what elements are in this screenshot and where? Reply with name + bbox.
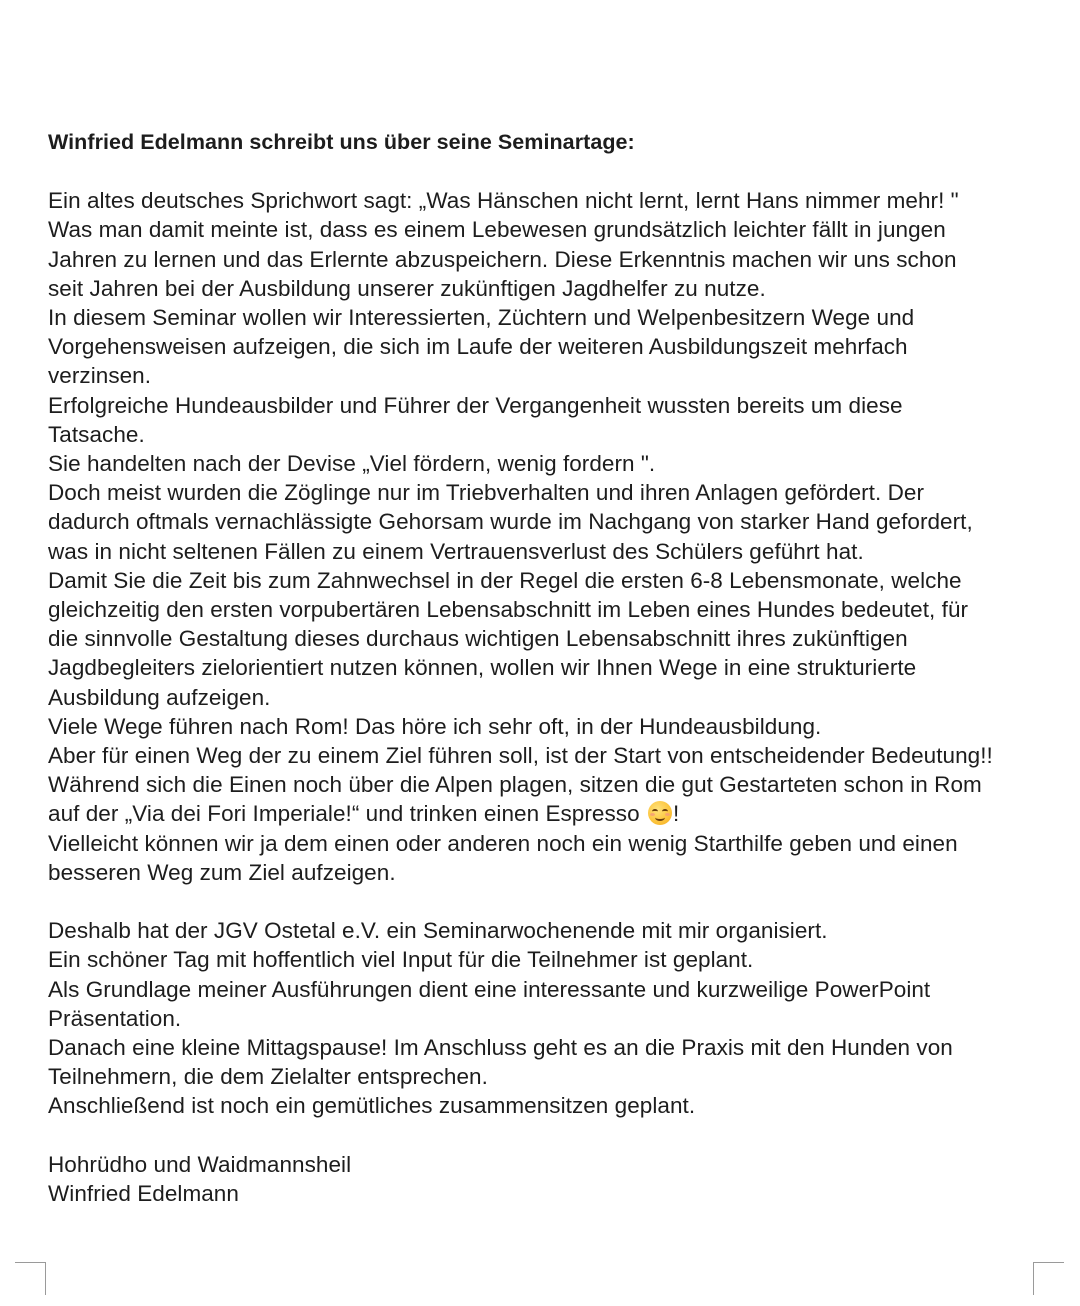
text-line: Präsentation. xyxy=(48,1005,182,1031)
text-line: Damit Sie die Zeit bis zum Zahnwechsel in der Regel die ersten 6-8 Lebensmonate, welche xyxy=(48,567,962,593)
text-line: Deshalb hat der JGV Ostetal e.V. ein Seminarwochenende mit mir organisiert. xyxy=(48,918,828,944)
page-corner-marker-right xyxy=(1033,1262,1064,1295)
text-line: seit Jahren bei der Ausbildung unserer zukünftigen Jagdhelfer zu nutze. xyxy=(48,275,766,301)
text-line: Doch meist wurden die Zöglinge nur im Triebverhalten und ihren Anlagen gefördert. Der xyxy=(48,480,924,506)
text-line: Anschließend ist noch ein gemütliches zusammensitzen geplant. xyxy=(48,1093,696,1119)
text-line: Vielleicht können wir ja dem einen oder anderen noch ein wenig Starthilfe geben und einen xyxy=(48,830,958,856)
text-line: Was man damit meinte ist, dass es einem Lebewesen grundsätzlich leichter fällt in jungen xyxy=(48,217,946,243)
text-line: besseren Weg zum Ziel aufzeigen. xyxy=(48,859,396,885)
espresso-exclamation: ! xyxy=(672,801,680,827)
text-line: Tatsache. xyxy=(48,421,145,447)
text-line: die sinnvolle Gestaltung dieses durchaus wichtigen Lebensabschnitt ihres zukünftigen xyxy=(48,626,908,652)
smiling-face-emoji-icon xyxy=(648,801,672,825)
text-line: Viele Wege führen nach Rom! Das höre ich sehr oft, in der Hundeausbildung. xyxy=(48,713,822,739)
text-line: dadurch oftmals vernachlässigte Gehorsam wurde im Nachgang von starker Hand gefordert, xyxy=(48,509,973,535)
text-line: Aber für einen Weg der zu einem Ziel führen soll, ist der Start von entscheidender Bedeutung!! xyxy=(48,743,993,769)
text-line: Sie handelten nach der Devise „Viel fördern, wenig fordern ". xyxy=(48,451,656,477)
text-line: Danach eine kleine Mittagspause! Im Anschluss geht es an die Praxis mit den Hunden von xyxy=(48,1035,953,1061)
text-line: gleichzeitig den ersten vorpubertären Lebensabschnitt im Leben eines Hundes bedeutet, für xyxy=(48,597,969,623)
text-line: Als Grundlage meiner Ausführungen dient eine interessante und kurzweilige PowerPoint xyxy=(48,976,931,1002)
document-heading: Winfried Edelmann schreibt uns über seine Seminartage: xyxy=(48,130,635,154)
text-line: Vorgehensweisen aufzeigen, die sich im Laufe der weiteren Ausbildungszeit mehrfach xyxy=(48,334,908,360)
closing-greeting: Hohrüdho und Waidmannsheil xyxy=(48,1151,352,1177)
text-line: Während sich die Einen noch über die Alpen plagen, sitzen die gut Gestarteten schon in Rom xyxy=(48,772,982,798)
text-line: verzinsen. xyxy=(48,363,152,389)
paragraph-gap xyxy=(48,1121,1048,1150)
text-line: was in nicht seltenen Fällen zu einem Vertrauensverlust des Schülers geführt hat. xyxy=(48,538,864,564)
text-line: Ein schöner Tag mit hoffentlich viel Input für die Teilnehmer ist geplant. xyxy=(48,947,754,973)
text-line: Teilnehmern, die dem Zielalter entsprechen. xyxy=(48,1064,488,1090)
espresso-text: auf der „Via dei Fori Imperiale!“ und trinken einen Espresso xyxy=(48,801,640,827)
page-corner-marker-left xyxy=(15,1262,46,1295)
text-line: Jagdbegleiters zielorientiert nutzen können, wollen wir Ihnen Wege in eine strukturierte xyxy=(48,655,917,681)
text-line: Jahren zu lernen und das Erlernte abzuspeichern. Diese Erkenntnis machen wir uns schon xyxy=(48,246,957,272)
document-body xyxy=(48,128,1048,1208)
text-line: Ausbildung aufzeigen. xyxy=(48,684,271,710)
paragraph-gap xyxy=(48,887,1048,916)
text-line: Erfolgreiche Hundeausbilder und Führer der Vergangenheit wussten bereits um diese xyxy=(48,392,903,418)
text-line-espresso xyxy=(48,799,1048,828)
signature-name: Winfried Edelmann xyxy=(48,1181,239,1207)
text-line: In diesem Seminar wollen wir Interessierten, Züchtern und Welpenbesitzern Wege und xyxy=(48,305,915,331)
text-line: Ein altes deutsches Sprichwort sagt: „Was Hänschen nicht lernt, lernt Hans nimmer mehr! " xyxy=(48,188,959,214)
